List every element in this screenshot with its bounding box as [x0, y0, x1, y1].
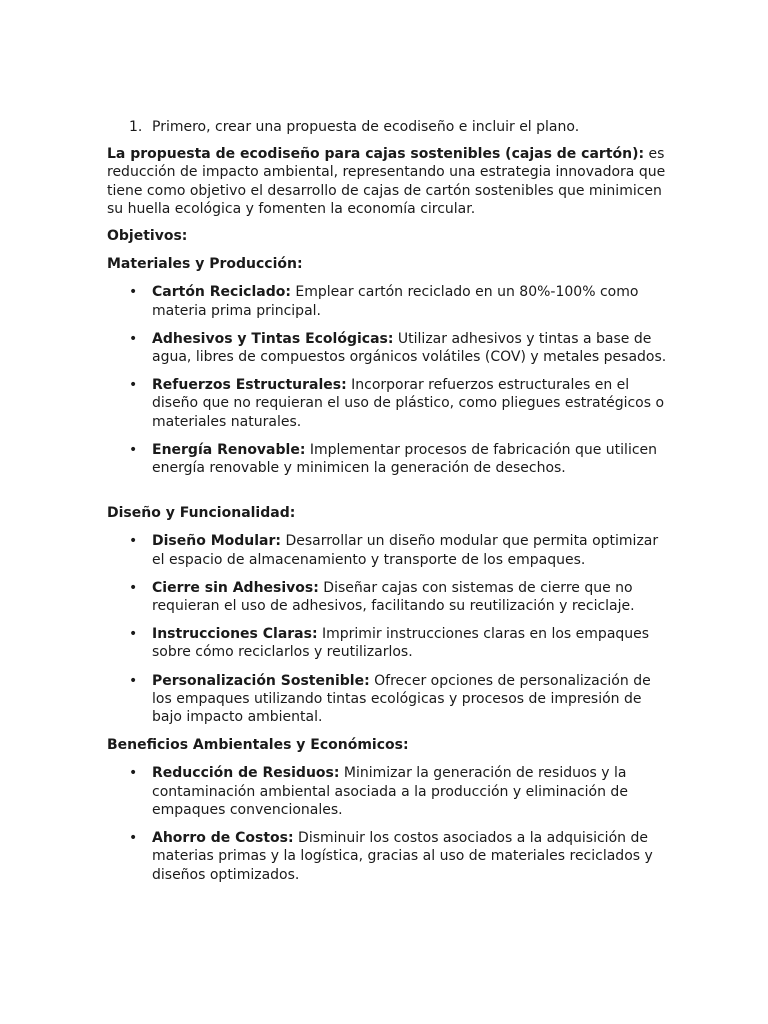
bullet-icon: •	[129, 672, 138, 689]
bullet-icon: •	[129, 765, 138, 782]
bullet-icon: •	[129, 377, 138, 394]
list-item	[107, 532, 667, 568]
bullet-icon: •	[129, 626, 138, 643]
bullet-icon: •	[129, 533, 138, 550]
item-text: Implementar procesos de fabricación que utilicen energía renovable y minimicen la generación de desechos.	[152, 441, 658, 477]
item-text: Minimizar la generación de residuos y la contaminación ambiental asociada a la producción y eliminación de empaques convencionales.	[152, 765, 628, 818]
item-text: Incorporar refuerzos estructurales en el diseño que no requieran el uso de plástico, como pliegues estratégicos o materiales naturales.	[152, 377, 665, 430]
list-item	[107, 672, 667, 727]
item-bold: Cartón Reciclado:	[152, 284, 291, 301]
item-bold: Instrucciones Claras:	[152, 626, 318, 643]
document-page	[107, 118, 667, 894]
bullet-list-benefits	[107, 764, 667, 883]
bullet-icon: •	[129, 579, 138, 596]
item-bold: Ahorro de Costos:	[152, 830, 294, 847]
list-item	[107, 330, 667, 366]
bullet-icon: •	[129, 284, 138, 301]
item-bold: Adhesivos y Tintas Ecológicas:	[152, 330, 394, 347]
section-heading-design: Diseño y Funcionalidad:	[107, 505, 296, 522]
step-number: 1.	[129, 119, 143, 135]
item-text: Diseñar cajas con sistemas de cierre que no requieran el uso de adhesivos, facilitando su reutilización y reciclaje.	[152, 579, 635, 615]
bullet-list-materials	[107, 283, 667, 477]
section-heading-benefits: Beneficios Ambientales y Económicos:	[107, 737, 409, 754]
objectives-heading: Objetivos:	[107, 228, 188, 245]
item-bold: Personalización Sostenible:	[152, 672, 370, 689]
item-text: Imprimir instrucciones claras en los empaques sobre cómo reciclarlos y reutilizarlos.	[152, 626, 650, 661]
item-bold: Diseño Modular:	[152, 533, 281, 550]
list-item	[107, 283, 667, 319]
bullet-list-design	[107, 532, 667, 726]
item-text: Disminuir los costos asociados a la adquisición de materias primas y la logística, gracias al uso de materiales reciclados y diseños optimizados.	[152, 830, 653, 883]
bullet-icon: •	[129, 330, 138, 347]
list-item	[107, 441, 667, 477]
step-text: Primero, crear una propuesta de ecodiseño e incluir el plano.	[152, 119, 580, 135]
list-item	[107, 829, 667, 884]
item-bold: Reducción de Residuos:	[152, 765, 340, 782]
intro-paragraph	[107, 145, 667, 218]
item-text: Desarrollar un diseño modular que permita optimizar el espacio de almacenamiento y transporte de los empaques.	[152, 533, 659, 568]
list-item	[107, 579, 667, 615]
numbered-step	[107, 118, 667, 136]
item-text: Emplear cartón reciclado en un 80%-100% como materia prima principal.	[152, 284, 639, 319]
section-heading-materials: Materiales y Producción:	[107, 256, 303, 273]
intro-text: es reducción de impacto ambiental, representando una estrategia innovadora que tiene como objetivo el desarrollo de cajas de cartón sostenibles que minimicen su huella ecológica y fomenten la economía circular.	[107, 146, 666, 217]
item-bold: Cierre sin Adhesivos:	[152, 579, 319, 596]
bullet-icon: •	[129, 441, 138, 458]
item-bold: Refuerzos Estructurales:	[152, 377, 347, 394]
item-text: Ofrecer opciones de personalización de los empaques utilizando tintas ecológicas y procesos de impresión de bajo impacto ambiental.	[152, 672, 651, 726]
item-bold: Energía Renovable:	[152, 441, 306, 458]
bullet-icon: •	[129, 830, 138, 847]
list-item	[107, 764, 667, 819]
item-text: Utilizar adhesivos y tintas a base de agua, libres de compuestos orgánicos volátiles (COV) y metales pesados.	[152, 330, 667, 366]
intro-bold: La propuesta de ecodiseño para cajas sostenibles (cajas de cartón):	[107, 146, 645, 163]
list-item	[107, 625, 667, 661]
list-item	[107, 376, 667, 431]
